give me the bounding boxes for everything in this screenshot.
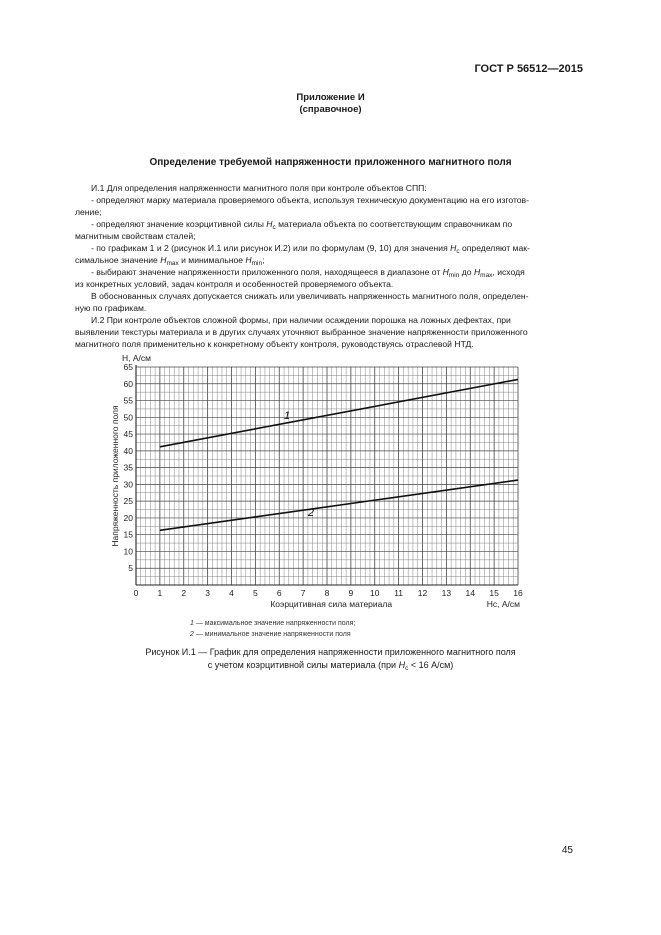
figure-caption-line1: Рисунок И.1 — График для определения напряженности приложенного магнитного поля (145, 647, 516, 657)
y-tick-label: 5 (128, 563, 133, 574)
x-tick-label: 12 (417, 588, 428, 598)
x-tick-label: 3 (205, 588, 210, 598)
x-tick-label: 6 (276, 588, 282, 598)
x-tick-label: 1 (157, 588, 163, 598)
section-title: Определение требуемой напряженности приложенного магнитного поля (149, 157, 512, 168)
text-line: из конкретных условий, задач контроля и особенностей проверяемого объекта. (75, 279, 394, 289)
y-tick-label: 10 (123, 546, 133, 557)
x-tick-label: 15 (489, 588, 499, 598)
text-line: симальное значение $H_{max}$ и минимальное $H_{min}$; (75, 255, 265, 267)
y-tick-label: 35 (123, 462, 133, 473)
text-line: магнитного поля применительно к конкретному объекту контроля, руководствуясь отраслевой НТД. (75, 339, 474, 349)
x-tick-label: 11 (394, 588, 404, 598)
text-line: - выбирают значение напряженности приложенного поля, находящееся в диапазоне от $H_{min}$ до $H_{max}$, исходя (91, 267, 525, 279)
legend-item-2: 2 — минимальное значение напряженности поля (190, 631, 351, 638)
series-line-1 (160, 379, 518, 446)
x-tick-label: 5 (253, 588, 258, 598)
appendix-subtitle: (справочное) (299, 104, 362, 115)
text-line: выявлении текстуры материала и в других случаях уточняют выбранное значение напряженности приложенного (75, 327, 528, 337)
appendix-title: Приложение И (296, 92, 365, 103)
y-tick-label: 65 (123, 362, 133, 372)
series-line-2 (160, 480, 518, 530)
text-line: И.1 Для определения напряженности магнитного поля при контроле объектов СПП: (91, 183, 427, 193)
text-line: магнитным свойствам сталей; (75, 231, 196, 241)
y-tick-label: 45 (123, 429, 133, 440)
y-tick-label: 25 (123, 496, 133, 507)
chart-labels (110, 353, 523, 609)
x-tick-label: 7 (300, 588, 306, 598)
y-tick-label: 55 (123, 395, 133, 406)
x-tick-label: 16 (513, 588, 523, 598)
legend-item-1: 1 — максимальное значение напряженности поля; (190, 620, 356, 627)
y-axis-title: Напряженность приложенного поля (110, 405, 120, 547)
y-tick-label: 20 (123, 512, 133, 523)
x-tick-label: 2 (181, 588, 187, 598)
y-tick-label: 60 (123, 378, 133, 389)
figure-caption-line2: с учетом коэрцитивной силы материала (при $H_c < 16$ А/см) (207, 660, 454, 672)
x-tick-label: 0 (133, 588, 139, 598)
x-tick-label: 14 (465, 588, 475, 598)
text-line: - определяют марку материала проверяемого объекта, используя техническую документацию на его изготов- (91, 195, 529, 205)
x-tick-label: 8 (324, 588, 330, 598)
text-line: И.2 При контроле объектов сложной формы, при наличии осаждении порошка на ложных дефектах, при (91, 315, 511, 325)
y-tick-label: 30 (123, 479, 133, 490)
x-axis-title: Коэрцитивная сила материала (270, 599, 393, 609)
chart-series (160, 379, 518, 530)
page-number: 45 (561, 845, 573, 856)
x-unit-label: Hc, А/см (486, 599, 520, 609)
y-unit-label: H, А/см (122, 353, 151, 363)
x-tick-label: 9 (348, 588, 354, 598)
text-line: ную по графикам. (75, 303, 147, 313)
text-line: В обоснованных случаях допускается снижать или увеличивать напряженность магнитного поля, определен- (91, 291, 529, 301)
y-tick-label: 50 (123, 412, 133, 423)
y-tick-label: 40 (123, 445, 133, 456)
x-tick-label: 10 (370, 588, 380, 598)
text-line: - определяют значение коэрцитивной силы $H_c$ материала объекта по соответствующим справочникам по (91, 219, 513, 231)
document-header: ГОСТ Р 56512—2015 (474, 63, 583, 75)
y-tick-label: 15 (123, 529, 133, 540)
x-tick-label: 13 (441, 588, 452, 598)
series-label-1: 1 (284, 409, 291, 422)
series-label-2: 2 (307, 507, 315, 520)
text-line: ление; (75, 207, 102, 217)
text-line: - по графикам 1 и 2 (рисунок И.1 или рисунок И.2) или по формулам (9, 10) для значения $H_c$ определяют мак- (91, 243, 530, 255)
chart-grid (136, 367, 518, 585)
x-tick-label: 4 (229, 588, 234, 598)
